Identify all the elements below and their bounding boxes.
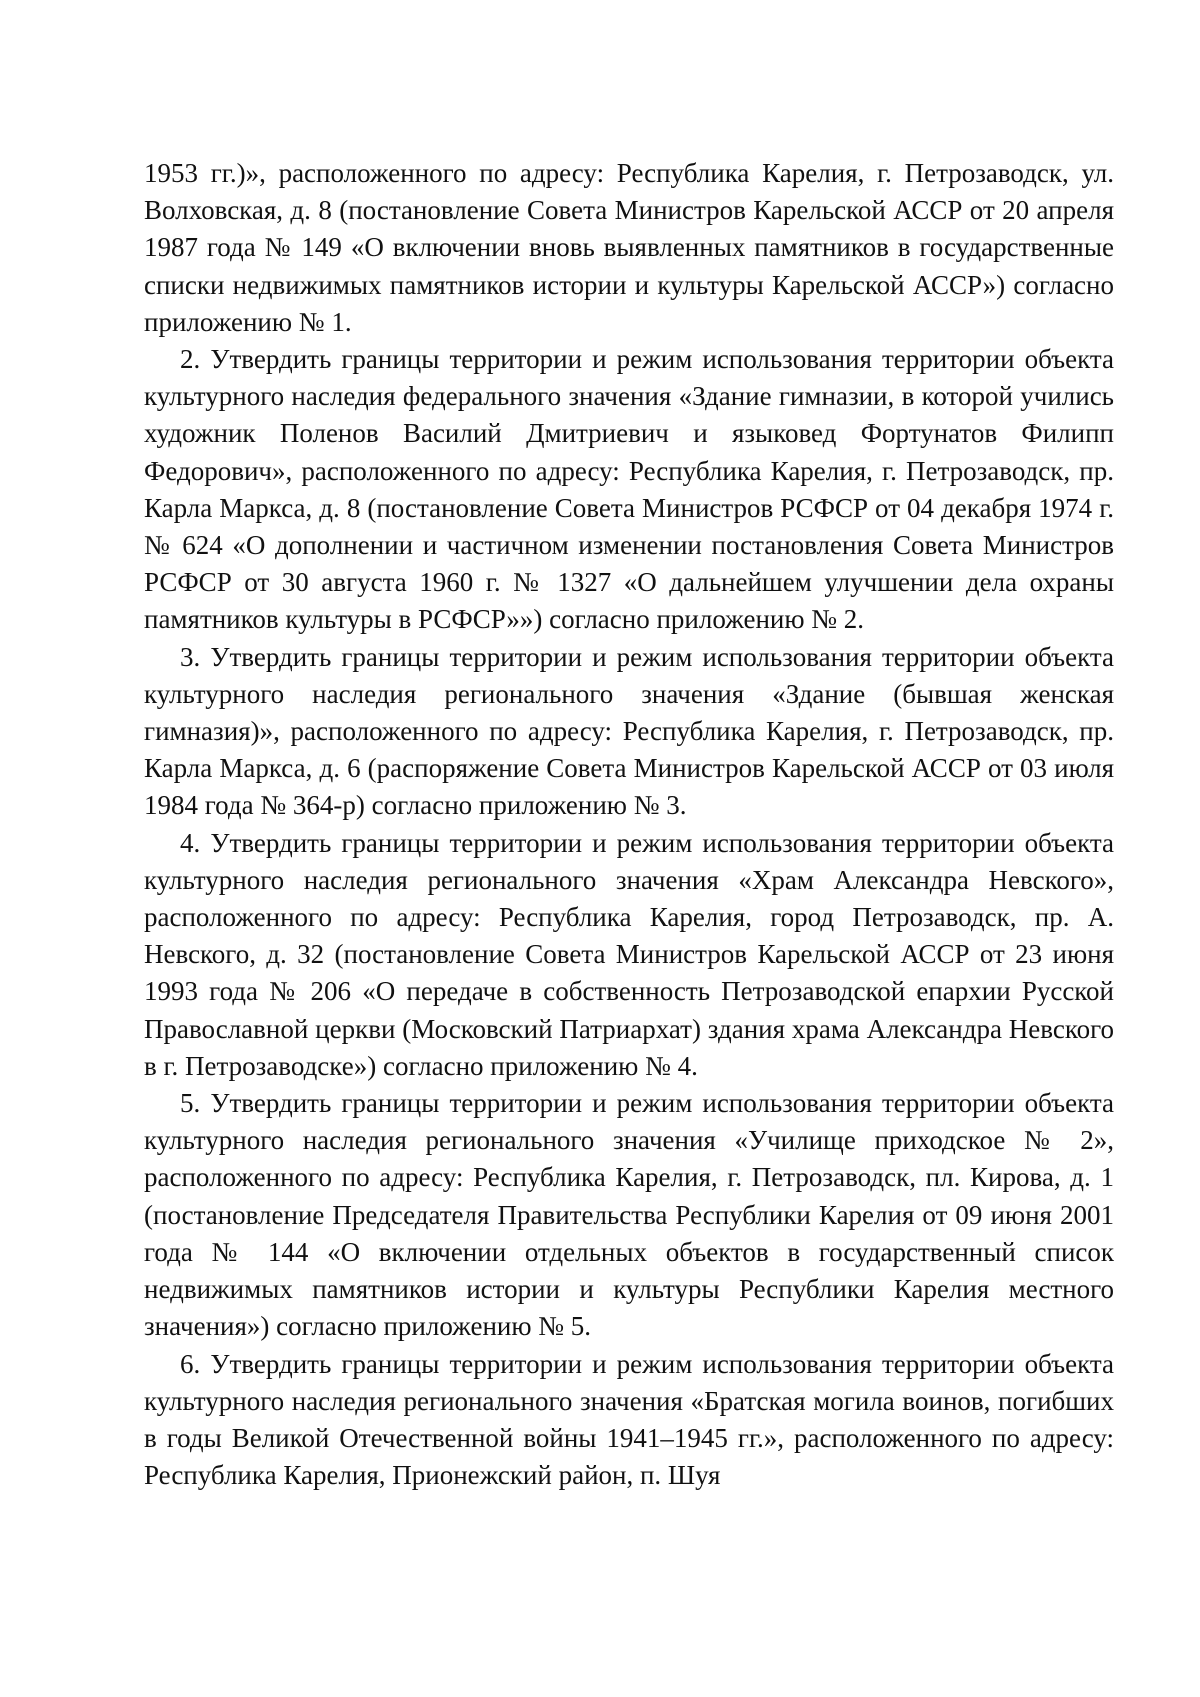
paragraph-1-continuation: 1953 гг.)», расположенного по адресу: Республика Карелия, г. Петрозаводск, ул. Волховская, д. 8 (постановление Совета Министров Карельской АССР от 20 апреля 1987 года № 149 «О включении вновь выявленных памятников в государственные списки недвижимых памятников истории и культуры Карельской АССР») согласно приложению № 1. [144, 158, 1114, 337]
paragraph-item-2: 2. Утвердить границы территории и режим использования территории объекта культурного наследия федерального значения «Здание гимназии, в которой учились художник Поленов Василий Дмитриевич и языковед Фортунатов Филипп Федорович», расположенного по адресу: Республика Карелия, г. Петрозаводск, пр. Карла Маркса, д. 8 (постановление Совета Министров РСФСР от 04 декабря 1974 г. № 624 «О дополнении и частичном изменении постановления Совета Министров РСФСР от 30 августа 1960 г. № 1327 «О дальнейшем улучшении дела охраны памятников культуры в РСФСР»») согласно приложению № 2. [144, 344, 1114, 635]
document-page [144, 155, 1114, 1494]
paragraph-item-5: 5. Утвердить границы территории и режим использования территории объекта культурного наследия регионального значения «Училище приходское № 2», расположенного по адресу: Республика Карелия, г. Петрозаводск, пл. Кирова, д. 1 (постановление Председателя Правительства Республики Карелия от 09 июня 2001 года № 144 «О включении отдельных объектов в государственный список недвижимых памятников истории и культуры Республики Карелия местного значения») согласно приложению № 5. [144, 1088, 1114, 1342]
paragraph-item-4: 4. Утвердить границы территории и режим использования территории объекта культурного наследия регионального значения «Храм Александра Невского», расположенного по адресу: Республика Карелия, город Петрозаводск, пр. А. Невского, д. 32 (постановление Совета Министров Карельской АССР от 23 июня 1993 года № 206 «О передаче в собственность Петрозаводской епархии Русской Православной церкви (Московский Патриархат) здания храма Александра Невского в г. Петрозаводске») согласно приложению № 4. [144, 827, 1114, 1081]
paragraph-item-3: 3. Утвердить границы территории и режим использования территории объекта культурного наследия регионального значения «Здание (бывшая женская гимназия)», расположенного по адресу: Республика Карелия, г. Петрозаводск, пр. Карла Маркса, д. 6 (распоряжение Совета Министров Карельской АССР от 03 июля 1984 года № 364-р) согласно приложению № 3. [144, 641, 1114, 821]
paragraph-item-6: 6. Утвердить границы территории и режим использования территории объекта культурного наследия регионального значения «Братская могила воинов, погибших в годы Великой Отечественной войны 1941–1945 гг.», расположенного по адресу: Республика Карелия, Прионежский район, п. Шуя [144, 1348, 1114, 1491]
